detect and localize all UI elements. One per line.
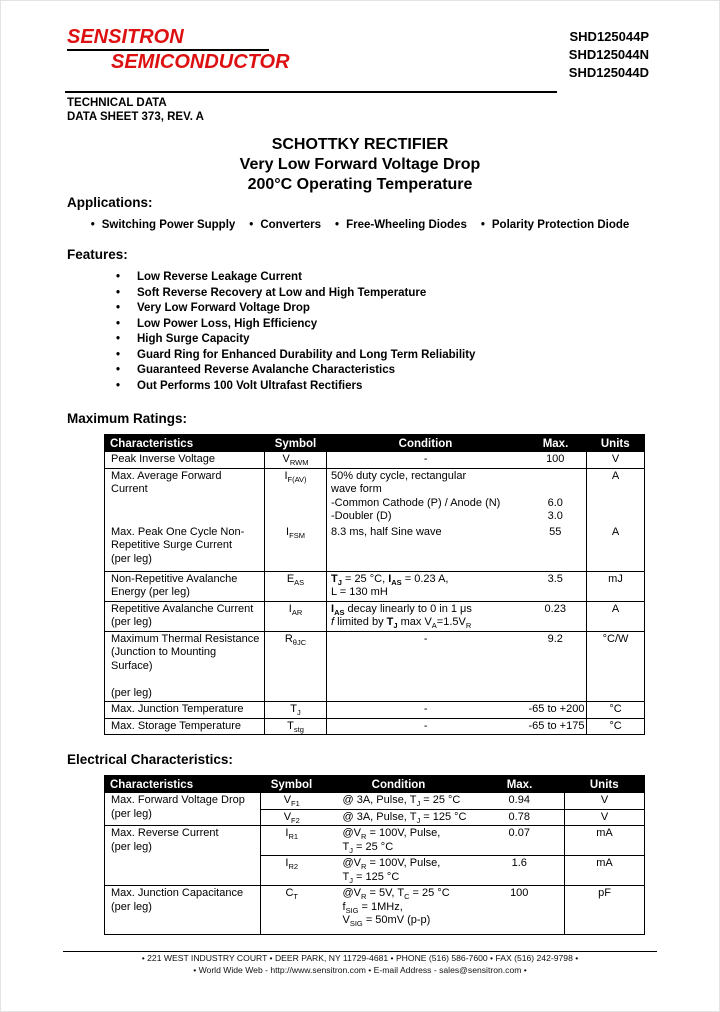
- page: [1, 1, 719, 976]
- max-value-cell: -65 to +175: [525, 718, 587, 735]
- characteristics-cell: Max. Storage Temperature: [105, 718, 265, 735]
- table-row: [105, 702, 645, 719]
- bullet-icon: •: [116, 271, 121, 283]
- brand-name-line2: SEMICONDUCTOR: [111, 51, 290, 73]
- characteristics-cell: Max. Reverse Current (per leg): [105, 826, 261, 886]
- table-row: [105, 468, 645, 525]
- condition-cell: -: [327, 631, 525, 702]
- feature-item: • Very Low Forward Voltage Drop: [116, 301, 719, 317]
- part-numbers: [569, 27, 649, 82]
- bullet-icon: •: [116, 364, 121, 376]
- bullet-icon: •: [90, 219, 95, 231]
- column-header: Characteristics: [105, 435, 265, 453]
- characteristics-cell: Max. Junction Capacitance (per leg): [105, 886, 261, 935]
- units-cell: °C/W: [587, 631, 645, 702]
- column-header: Symbol: [261, 776, 323, 794]
- characteristics-cell: Max. Peak One Cycle Non- Repetitive Surge Current (per leg): [105, 525, 265, 572]
- electrical-heading: Electrical Characteristics:: [67, 752, 233, 767]
- units-cell: mA: [565, 856, 645, 886]
- bullet-icon: •: [116, 286, 121, 299]
- feature-item: • Low Reverse Leakage Current: [116, 270, 719, 286]
- application-item: • Switching Power Supply: [90, 219, 236, 231]
- characteristics-cell: Peak Inverse Voltage: [105, 452, 265, 468]
- symbol-cell: $I_{FSM}$: [265, 525, 327, 572]
- condition-cell: $@V_R = 100V$, Pulse, $T_J = 125$ °C: [323, 856, 475, 886]
- max-value-cell: -65 to +200: [525, 702, 587, 719]
- max-value-cell: 0.94: [475, 793, 565, 809]
- table-row: [105, 525, 645, 572]
- units-cell: °C: [587, 718, 645, 735]
- condition-cell: -: [327, 452, 525, 468]
- characteristics-cell: Max. Forward Voltage Drop (per leg): [105, 793, 261, 826]
- max-value-cell: 0.07: [475, 826, 565, 856]
- table-header-row: [105, 776, 645, 794]
- condition-cell: $I_{AS}$ decay linearly to 0 in 1 μs f limited by $T_J$ $\max V_A=1.5V_R$: [327, 601, 525, 631]
- bullet-icon: •: [116, 379, 121, 392]
- header-divider: [65, 91, 557, 93]
- condition-cell: -: [327, 702, 525, 719]
- condition-cell: $@V_R = 5V$, $T_C = 25$ °C $f_{SIG} = 1MHz$, $V_{SIG} = 50mV$ (p-p): [323, 886, 475, 935]
- application-item: • Polarity Protection Diode: [480, 219, 630, 231]
- characteristics-cell: Repetitive Avalanche Current (per leg): [105, 601, 265, 631]
- brand-underline: [67, 27, 269, 51]
- table-row: [105, 631, 645, 702]
- units-cell: V: [587, 452, 645, 468]
- symbol-cell: $I_{R1}$: [261, 826, 323, 856]
- application-item: • Free-Wheeling Diodes: [335, 219, 467, 231]
- table-row: [105, 886, 645, 935]
- condition-cell: 50% duty cycle, rectangular wave form -Common Cathode (P) / Anode (N) -Doubler (D): [331, 469, 501, 522]
- brand-logo: [67, 27, 290, 73]
- feature-item: • Out Performs 100 Volt Ultrafast Rectifiers: [116, 379, 719, 395]
- symbol-cell: $V_{F2}$: [261, 809, 323, 826]
- symbol-cell: $V_{F1}$: [261, 793, 323, 809]
- applications-heading: Applications:: [67, 195, 153, 210]
- symbol-cell: $T_J$: [265, 702, 327, 719]
- max-value-cell: 0.78: [475, 809, 565, 826]
- feature-item: • Soft Reverse Recovery at Low and High Temperature: [116, 286, 719, 302]
- table-row: [105, 571, 645, 601]
- bullet-icon: •: [116, 317, 121, 330]
- bullet-icon: •: [116, 348, 121, 361]
- units-cell: pF: [565, 886, 645, 935]
- max-ratings-heading: Maximum Ratings:: [67, 411, 188, 426]
- bullet-icon: •: [249, 219, 254, 231]
- units-cell: A: [587, 468, 645, 525]
- brand-name-line1: SENSITRON: [67, 26, 184, 48]
- symbol-cell: $E_{AS}$: [265, 571, 327, 601]
- features-list: [116, 270, 719, 394]
- table-row: [105, 601, 645, 631]
- part-number: SHD125044D: [568, 65, 649, 80]
- title-block: [1, 135, 719, 195]
- column-header: Characteristics: [105, 776, 261, 794]
- characteristics-cell: Max. Average Forward Current: [111, 469, 222, 495]
- bullet-icon: •: [480, 219, 485, 231]
- units-cell: °C: [587, 702, 645, 719]
- column-header: Symbol: [265, 435, 327, 453]
- symbol-cell: $I_{R2}$: [261, 856, 323, 886]
- units-cell: A: [587, 601, 645, 631]
- column-header: Max.: [525, 435, 587, 453]
- features-heading: Features:: [67, 247, 128, 262]
- feature-item: • Guaranteed Reverse Avalanche Characteristics: [116, 363, 719, 379]
- characteristics-cell: Max. Junction Temperature: [105, 702, 265, 719]
- units-cell: A: [587, 525, 645, 572]
- symbol-cell: $T_{stg}$: [265, 718, 327, 735]
- units-cell: V: [565, 809, 645, 826]
- bullet-icon: •: [116, 302, 121, 314]
- title-line1: SCHOTTKY RECTIFIER: [271, 136, 449, 153]
- condition-cell: -: [327, 718, 525, 735]
- feature-item: • Low Power Loss, High Efficiency: [116, 317, 719, 333]
- max-value-cell: 3.5: [525, 571, 587, 601]
- table-row: [105, 826, 645, 856]
- doc-type: TECHNICAL DATA: [67, 97, 167, 109]
- units-cell: mJ: [587, 571, 645, 601]
- max-value-cell: 6.0 3.0: [547, 496, 563, 522]
- condition-cell: @ 3A, Pulse, $T_J = 25$ °C: [323, 793, 475, 809]
- doc-sheet: DATA SHEET 373, REV. A: [67, 111, 204, 123]
- title-line3: 200°C Operating Temperature: [247, 176, 473, 193]
- application-item: • Converters: [249, 219, 322, 231]
- symbol-cell: $C_T$: [261, 886, 323, 935]
- table-header-row: [105, 435, 645, 453]
- electrical-table: [104, 775, 645, 935]
- symbol-cell: $V_{RWM}$: [265, 452, 327, 468]
- table-row: [105, 793, 645, 809]
- feature-item: • High Surge Capacity: [116, 332, 719, 348]
- electrical-table-wrap: [104, 775, 719, 935]
- characteristics-cell: Non-Repetitive Avalanche Energy (per leg): [105, 571, 265, 601]
- max-value-cell: 1.6: [475, 856, 565, 886]
- condition-cell: 8.3 ms, half Sine wave: [327, 525, 525, 572]
- max-value-cell: 9.2: [525, 631, 587, 702]
- part-number: SHD125044N: [568, 47, 649, 62]
- max-value-cell: 55: [525, 525, 587, 572]
- characteristics-cell: Maximum Thermal Resistance (Junction to Mounting Surface) (per leg): [105, 631, 265, 702]
- applications-list: [1, 219, 719, 231]
- bullet-icon: •: [335, 219, 340, 231]
- max-ratings-table: [104, 434, 645, 735]
- max-value-cell: 100: [475, 886, 565, 935]
- column-header: Units: [565, 776, 645, 794]
- table-row: [105, 718, 645, 735]
- condition-cell: $T_J = 25$ °C, $I_{AS} = 0.23$ A, L = 130 mH: [327, 571, 525, 601]
- feature-item: • Guard Ring for Enhanced Durability and Long Term Reliability: [116, 348, 719, 364]
- column-header: Units: [587, 435, 645, 453]
- part-number: SHD125044P: [569, 29, 649, 44]
- header: [1, 27, 719, 82]
- column-header: Max.: [475, 776, 565, 794]
- max-ratings-table-wrap: [104, 434, 719, 735]
- symbol-cell: $I_{F(AV)}$: [265, 468, 327, 525]
- bullet-icon: •: [116, 333, 121, 345]
- max-value-cell: 100: [525, 452, 587, 468]
- table-row: [105, 452, 645, 468]
- symbol-cell: $R_{\theta JC}$: [265, 631, 327, 702]
- condition-cell: @ 3A, Pulse, $T_J = 125$ °C: [323, 809, 475, 826]
- units-cell: V: [565, 793, 645, 809]
- column-header: Condition: [323, 776, 475, 794]
- symbol-cell: $I_{AR}$: [265, 601, 327, 631]
- units-cell: mA: [565, 826, 645, 856]
- column-header: Condition: [327, 435, 525, 453]
- doc-info: [67, 96, 719, 124]
- footer-address: • 221 WEST INDUSTRY COURT • DEER PARK, NY 11729-4681 • PHONE (516) 586-7600 • FAX (516) 242-9798 •: [141, 953, 579, 963]
- footer: [1, 951, 719, 976]
- footer-contact: • World Wide Web - http://www.sensitron.com • E-mail Address - sales@sensitron.com •: [193, 965, 527, 975]
- condition-cell: $@V_R = 100V$, Pulse, $T_J = 25$ °C: [323, 826, 475, 856]
- max-value-cell: 0.23: [525, 601, 587, 631]
- title-line2: Very Low Forward Voltage Drop: [239, 156, 481, 173]
